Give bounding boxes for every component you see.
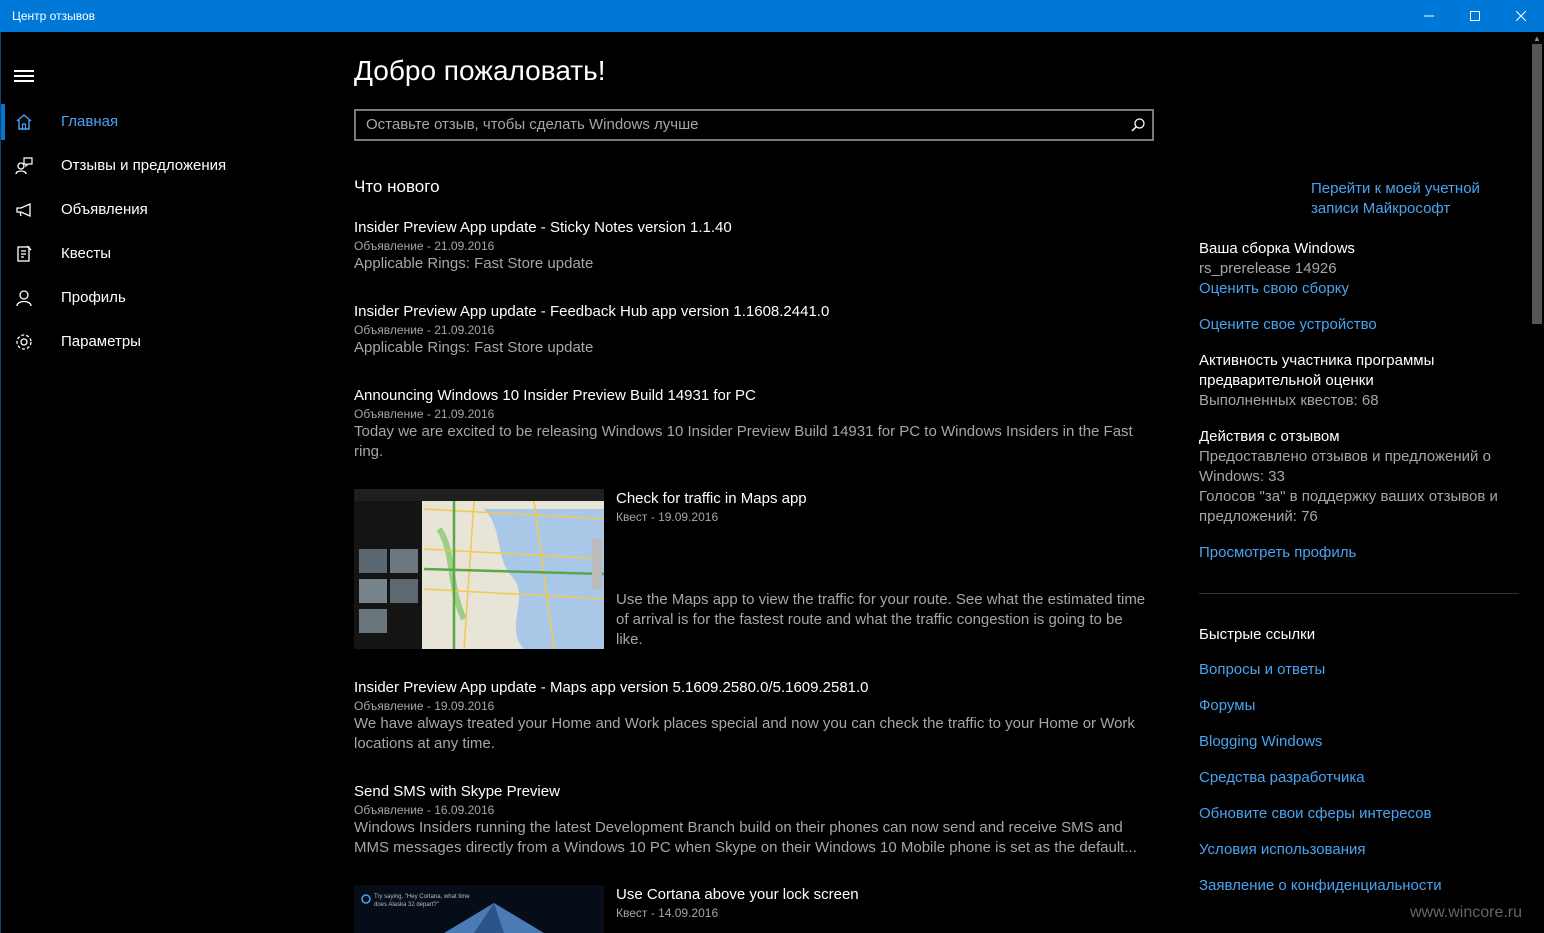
news-item[interactable] — [354, 218, 1154, 274]
quest-title[interactable]: Use Cortana above your lock screen — [616, 886, 859, 903]
news-title[interactable]: Insider Preview App update - Feedback Hub app version 1.1608.2441.0 — [354, 303, 830, 320]
nav-item-feedback[interactable] — [0, 146, 330, 186]
news-meta: Объявление - 19.09.2016 — [354, 699, 495, 713]
quick-link-blogging[interactable]: Blogging Windows — [1199, 733, 1323, 750]
news-title[interactable]: Send SMS with Skype Preview — [354, 783, 560, 800]
window-title: Центр отзывов — [12, 9, 96, 23]
activity-heading: Активность участника программы предварительной оценки — [1199, 352, 1435, 389]
nav-label: Объявления — [61, 201, 148, 218]
news-item[interactable] — [354, 302, 1154, 358]
news-description: Windows Insiders running the latest Development Branch build on their phones can now send and receive SMS and MMS messages directly from a Windows 10 PC when Skype on their Windows 10 Mobile phone is set as the default... — [354, 819, 1137, 856]
news-title[interactable]: Insider Preview App update - Sticky Notes version 1.1.40 — [354, 219, 732, 236]
cortana-thumbnail[interactable] — [354, 885, 604, 933]
quest-body — [616, 885, 1146, 921]
close-icon — [1516, 11, 1526, 21]
person-icon — [14, 288, 34, 308]
news-description: Today we are excited to be releasing Windows 10 Insider Preview Build 14931 for PC to Windows Insiders in the Fast ring. — [354, 423, 1133, 460]
scroll-up-arrow-icon[interactable]: ▲ — [1533, 34, 1541, 43]
quest-icon — [14, 244, 34, 264]
gear-icon — [14, 332, 34, 352]
nav-item-quests[interactable] — [0, 234, 330, 274]
news-item[interactable] — [354, 782, 1154, 858]
quest-meta: Квест - 14.09.2016 — [616, 906, 719, 920]
quest-title[interactable]: Check for traffic in Maps app — [616, 490, 807, 507]
quest-item[interactable] — [354, 885, 1154, 933]
search-icon[interactable] — [1130, 117, 1146, 133]
feedback-count: Предоставлено отзывов и предложений о Windows: 33 — [1199, 448, 1491, 485]
close-button[interactable] — [1498, 0, 1544, 32]
feedback-icon — [14, 156, 34, 176]
build-heading: Ваша сборка Windows — [1199, 240, 1355, 257]
news-description: Applicable Rings: Fast Store update — [354, 255, 594, 272]
news-item[interactable] — [354, 386, 1154, 462]
upvote-count: Голосов "за" в поддержку ваших отзывов и предложений: 76 — [1199, 488, 1498, 525]
quest-meta: Квест - 19.09.2016 — [616, 510, 719, 524]
home-icon — [14, 112, 34, 132]
divider — [1199, 593, 1519, 594]
page-title: Добро пожаловать! — [354, 55, 606, 86]
search-input[interactable] — [366, 116, 1106, 133]
cortana-thumb-text: Try saying, "Hey Cortana, what time does Alaska 32 depart?" — [374, 894, 470, 908]
quest-item[interactable] — [354, 489, 1154, 649]
nav-label: Отзывы и предложения — [61, 157, 227, 174]
news-meta: Объявление - 21.09.2016 — [354, 323, 495, 337]
build-info — [1199, 239, 1519, 299]
watermark: www.wincore.ru — [1410, 904, 1523, 921]
news-description: Applicable Rings: Fast Store update — [354, 339, 594, 356]
microsoft-account-link[interactable]: Перейти к моей учетной записи Майкрософт — [1311, 180, 1480, 217]
news-item[interactable] — [354, 678, 1154, 754]
news-title[interactable]: Insider Preview App update - Maps app version 5.1609.2580.0/5.1609.2581.0 — [354, 679, 869, 696]
nav-item-home[interactable] — [0, 102, 330, 142]
scrollbar-thumb[interactable] — [1532, 44, 1542, 324]
nav-item-announcements[interactable] — [0, 190, 330, 230]
nav-label: Квесты — [61, 245, 112, 262]
nav-item-profile[interactable] — [0, 278, 330, 318]
maximize-icon — [1470, 11, 1480, 21]
build-value: rs_prerelease 14926 — [1199, 260, 1337, 277]
feedback-search-box[interactable] — [354, 109, 1154, 141]
maps-thumbnail[interactable] — [354, 489, 604, 649]
nav-label: Главная — [61, 113, 119, 130]
news-meta: Объявление - 21.09.2016 — [354, 407, 495, 421]
quick-link-forums[interactable]: Форумы — [1199, 697, 1256, 714]
news-meta: Объявление - 21.09.2016 — [354, 239, 495, 253]
quests-completed: Выполненных квестов: 68 — [1199, 392, 1379, 409]
whats-new-heading: Что нового — [354, 177, 440, 196]
quick-links-heading: Быстрые ссылки — [1199, 626, 1316, 643]
rate-device-link[interactable]: Оцените свое устройство — [1199, 316, 1377, 333]
feedback-activity — [1199, 427, 1504, 527]
news-meta: Объявление - 16.09.2016 — [354, 803, 495, 817]
quick-link-faq[interactable]: Вопросы и ответы — [1199, 661, 1326, 678]
nav-label: Параметры — [61, 333, 141, 350]
quest-description: Use the Maps app to view the traffic for your route. See what the estimated time of arrival is for the fastest route and what the traffic congestion is going to be like. — [616, 591, 1146, 648]
quest-body — [616, 489, 1146, 648]
quick-link-interests[interactable]: Обновите свои сферы интересов — [1199, 805, 1432, 822]
feedback-heading: Действия с отзывом — [1199, 428, 1340, 445]
maps-screenshot-image — [354, 489, 604, 649]
news-description: We have always treated your Home and Work places special and now you can check the traffic to your Home or Work locations at any time. — [354, 715, 1135, 752]
nav-label: Профиль — [61, 289, 126, 306]
title-bar — [0, 0, 1544, 32]
minimize-icon — [1424, 11, 1434, 21]
insider-activity — [1199, 351, 1519, 411]
rate-build-link[interactable]: Оценить свою сборку — [1199, 280, 1350, 297]
minimize-button[interactable] — [1406, 0, 1452, 32]
hamburger-menu-button[interactable] — [14, 70, 34, 82]
news-title[interactable]: Announcing Windows 10 Insider Preview Build 14931 for PC — [354, 387, 756, 404]
quick-link-dev-tools[interactable]: Средства разработчика — [1199, 769, 1365, 786]
quick-link-privacy[interactable]: Заявление о конфиденциальности — [1199, 877, 1442, 894]
view-profile-link[interactable]: Просмотреть профиль — [1199, 544, 1357, 561]
active-indicator — [1, 104, 5, 140]
maximize-button[interactable] — [1452, 0, 1498, 32]
quick-link-terms[interactable]: Условия использования — [1199, 841, 1366, 858]
nav-item-settings[interactable] — [0, 322, 330, 362]
megaphone-icon — [14, 200, 34, 220]
